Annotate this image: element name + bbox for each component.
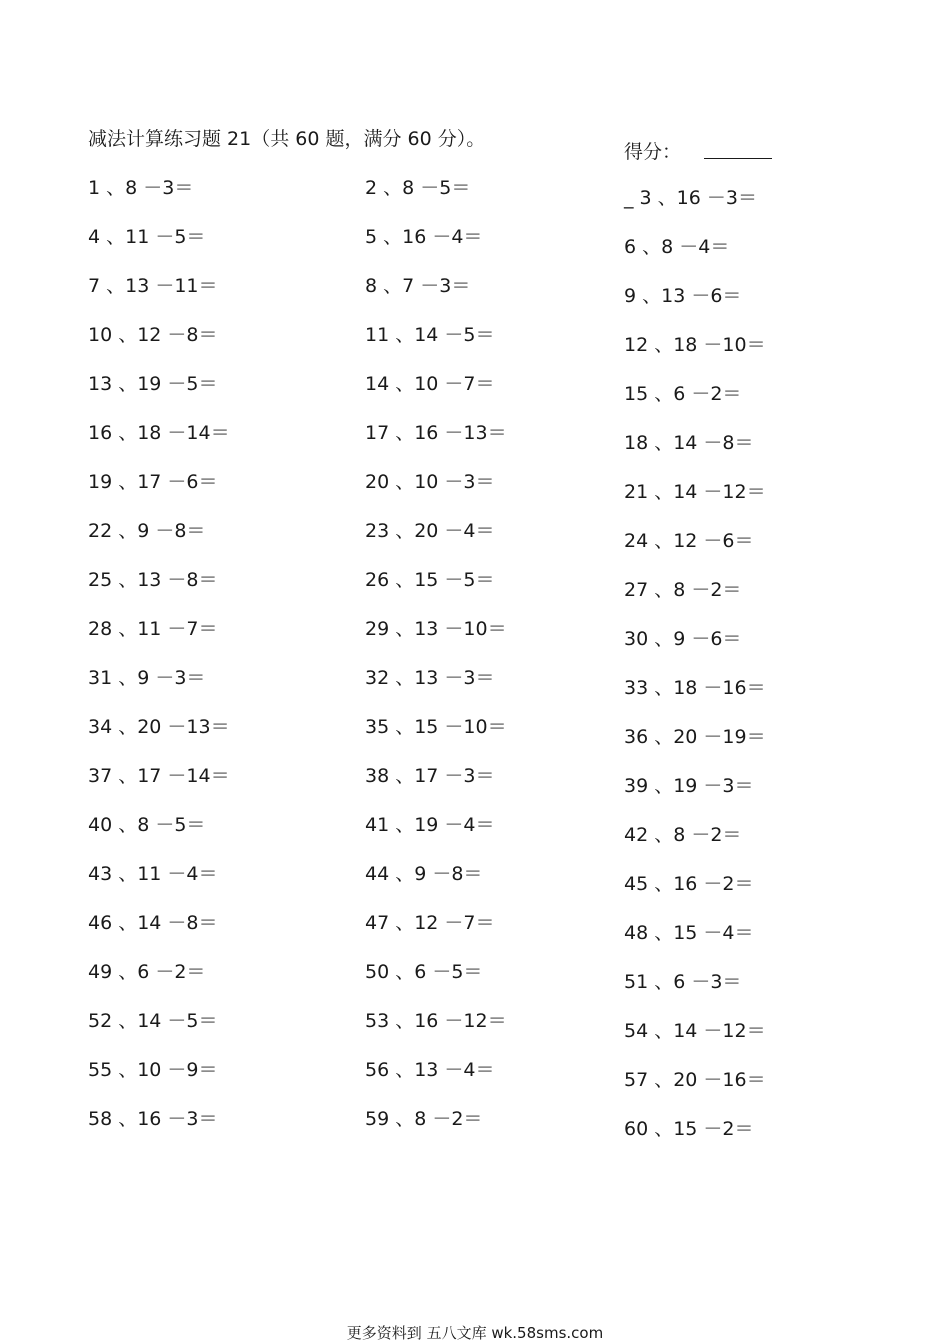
question-item: 22 、9 －8＝ xyxy=(88,520,206,542)
question-item: 21 、14 －12＝ xyxy=(624,481,766,503)
question-item: 45 、16 －2＝ xyxy=(624,873,754,895)
question-item: 40 、8 －5＝ xyxy=(88,814,206,836)
question-item: 9 、13 －6＝ xyxy=(624,285,742,307)
question-item: 13 、19 －5＝ xyxy=(88,373,218,395)
question-item: 53 、16 －12＝ xyxy=(365,1010,507,1032)
question-item: 33 、18 －16＝ xyxy=(624,677,766,699)
question-item: 39 、19 －3＝ xyxy=(624,775,754,797)
question-item: 48 、15 －4＝ xyxy=(624,922,754,944)
question-item: 37 、17 －14＝ xyxy=(88,765,230,787)
question-item: 43 、11 －4＝ xyxy=(88,863,218,885)
question-item: 8 、7 －3＝ xyxy=(365,275,471,297)
question-item: 60 、15 －2＝ xyxy=(624,1118,754,1140)
question-item: 50 、6 －5＝ xyxy=(365,961,483,983)
question-item: 2 、8 －5＝ xyxy=(365,177,471,199)
question-item: 28 、11 －7＝ xyxy=(88,618,218,640)
worksheet-title: 减法计算练习题 21（共 60 题，满分 60 分）。 xyxy=(88,128,486,150)
question-item: 17 、16 －13＝ xyxy=(365,422,507,444)
question-item: 24 、12 －6＝ xyxy=(624,530,754,552)
question-item: 7 、13 －11＝ xyxy=(88,275,218,297)
question-item: 36 、20 －19＝ xyxy=(624,726,766,748)
question-item: 26 、15 －5＝ xyxy=(365,569,495,591)
question-item: 31 、9 －3＝ xyxy=(88,667,206,689)
question-item: 42 、8 －2＝ xyxy=(624,824,742,846)
question-item: 49 、6 －2＝ xyxy=(88,961,206,983)
question-item: 19 、17 －6＝ xyxy=(88,471,218,493)
question-item: 57 、20 －16＝ xyxy=(624,1069,766,1091)
question-item: 11 、14 －5＝ xyxy=(365,324,495,346)
question-item: 29 、13 －10＝ xyxy=(365,618,507,640)
question-item: 1 、8 －3＝ xyxy=(88,177,194,199)
question-item: 25 、13 －8＝ xyxy=(88,569,218,591)
question-item: 14 、10 －7＝ xyxy=(365,373,495,395)
question-item: 51 、6 －3＝ xyxy=(624,971,742,993)
question-item: 58 、16 －3＝ xyxy=(88,1108,218,1130)
question-item: 47 、12 －7＝ xyxy=(365,912,495,934)
question-item: 30 、9 －6＝ xyxy=(624,628,742,650)
question-item: 10 、12 －8＝ xyxy=(88,324,218,346)
question-item: 44 、9 －8＝ xyxy=(365,863,483,885)
question-item: 12 、18 －10＝ xyxy=(624,334,766,356)
question-item: 34 、20 －13＝ xyxy=(88,716,230,738)
question-item: 23 、20 －4＝ xyxy=(365,520,495,542)
question-item: 55 、10 －9＝ xyxy=(88,1059,218,1081)
score-label: 得分： xyxy=(624,141,682,163)
question-item: 4 、11 －5＝ xyxy=(88,226,206,248)
question-item: 18 、14 －8＝ xyxy=(624,432,754,454)
question-item: 52 、14 －5＝ xyxy=(88,1010,218,1032)
question-item: 41 、19 －4＝ xyxy=(365,814,495,836)
question-item: 38 、17 －3＝ xyxy=(365,765,495,787)
question-item: 5 、16 －4＝ xyxy=(365,226,483,248)
question-item: 46 、14 －8＝ xyxy=(88,912,218,934)
question-item: _ 3 、16 －3＝ xyxy=(624,187,757,209)
question-item: 6 、8 －4＝ xyxy=(624,236,730,258)
question-item: 15 、6 －2＝ xyxy=(624,383,742,405)
question-item: 27 、8 －2＝ xyxy=(624,579,742,601)
question-item: 59 、8 －2＝ xyxy=(365,1108,483,1130)
question-item: 20 、10 －3＝ xyxy=(365,471,495,493)
question-item: 56 、13 －4＝ xyxy=(365,1059,495,1081)
question-item: 32 、13 －3＝ xyxy=(365,667,495,689)
question-item: 16 、18 －14＝ xyxy=(88,422,230,444)
footer-watermark: 更多资料到 五八文库 wk.58sms.com xyxy=(346,1324,604,1342)
question-item: 54 、14 －12＝ xyxy=(624,1020,766,1042)
score-blank-line xyxy=(704,158,772,159)
question-item: 35 、15 －10＝ xyxy=(365,716,507,738)
